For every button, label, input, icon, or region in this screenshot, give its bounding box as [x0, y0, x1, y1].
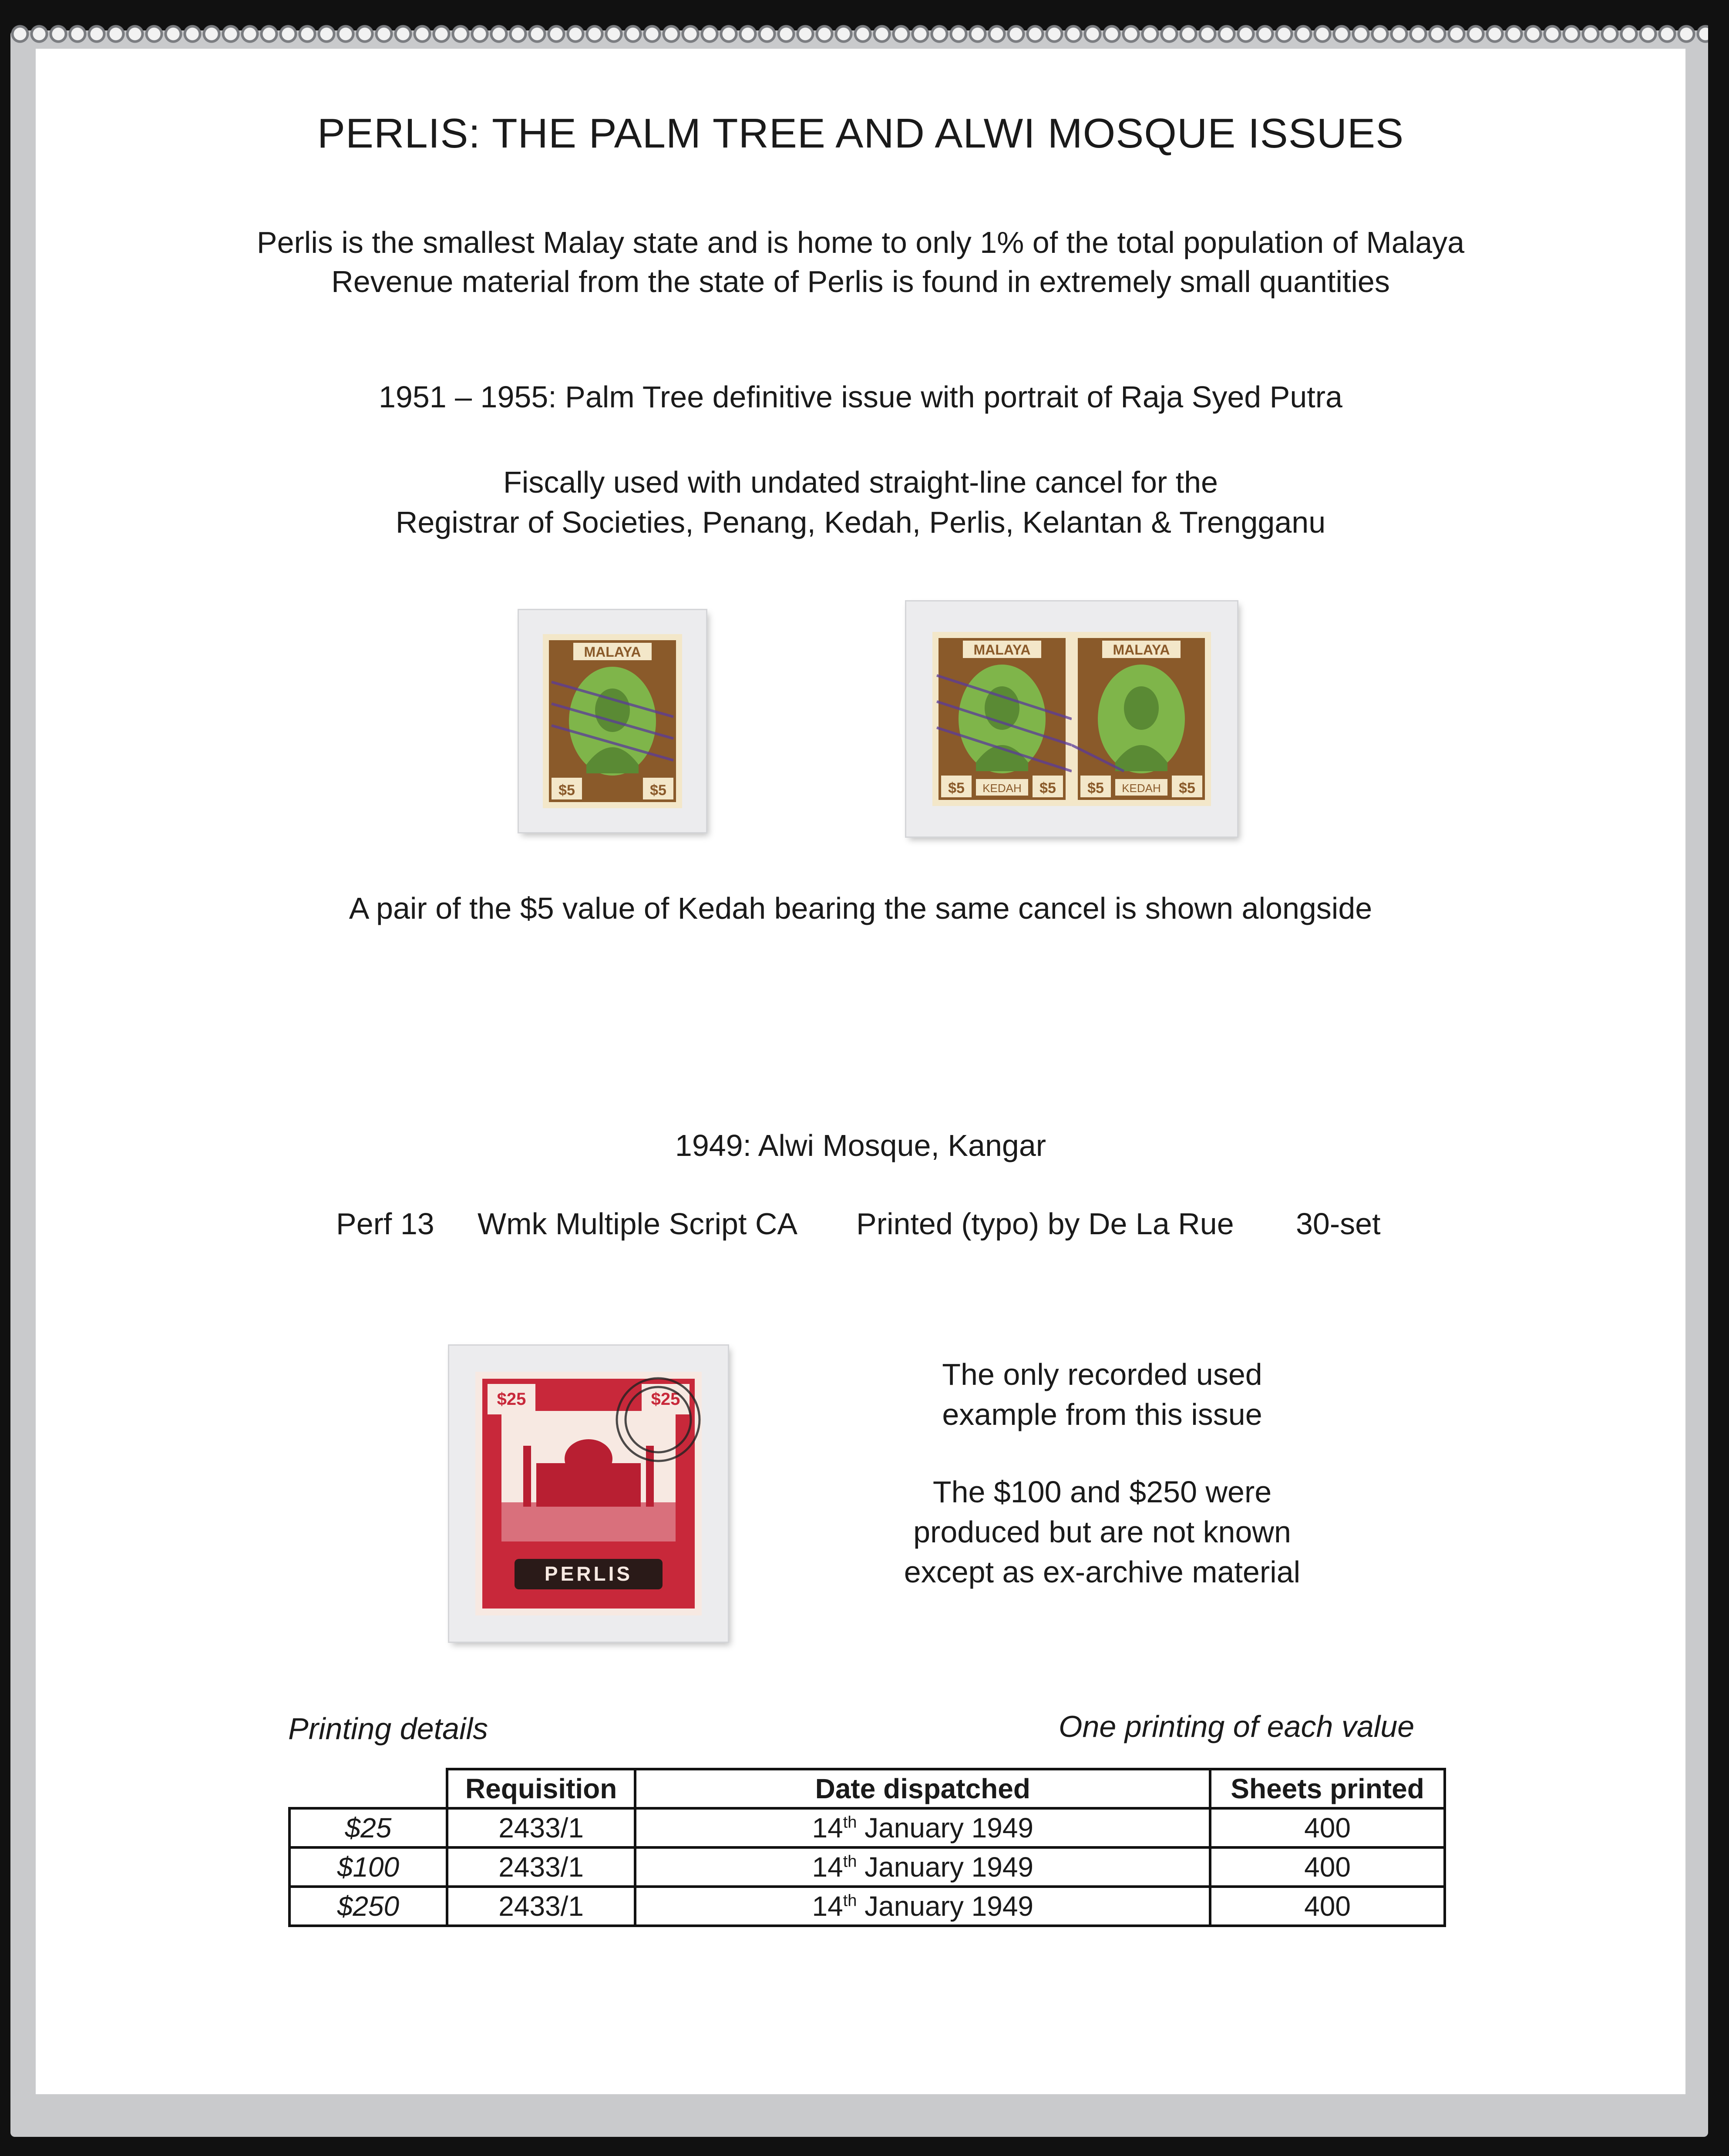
date-day: 14 — [812, 1812, 843, 1844]
note-line: The only recorded used — [942, 1357, 1262, 1391]
date-day: 14 — [812, 1891, 843, 1922]
printing-count-label: One printing of each value — [1059, 1709, 1415, 1743]
archive-note — [776, 1472, 1429, 1592]
table-header-row — [289, 1769, 1445, 1808]
stamp-mount-mosque — [449, 1346, 728, 1642]
stamp-mount-perlis — [519, 610, 706, 832]
spec-set-size: 30-set — [1296, 1207, 1381, 1241]
stamp-value: $5 — [650, 782, 666, 799]
table-cell-date — [635, 1887, 1210, 1926]
stamp-state: PERLIS — [544, 1562, 633, 1585]
perlis-5-dollar-stamp — [543, 634, 682, 808]
date-month-year: January 1949 — [864, 1851, 1034, 1883]
table-row — [289, 1808, 1445, 1847]
table-row — [289, 1847, 1445, 1887]
table-cell-sheets: 400 — [1210, 1847, 1445, 1887]
date-day: 14 — [812, 1851, 843, 1883]
intro-text — [36, 223, 1685, 301]
table-cell-value: $250 — [289, 1887, 447, 1926]
intro-line: Perlis is the smallest Malay state and is home to only 1% of the total population of Malaya — [256, 225, 1465, 259]
table-header: Sheets printed — [1210, 1769, 1445, 1808]
table-header: Date dispatched — [635, 1769, 1210, 1808]
table-cell-requisition: 2433/1 — [447, 1808, 636, 1847]
album-page — [36, 49, 1685, 2094]
table-header-blank — [289, 1769, 447, 1808]
stamp-value: $5 — [1179, 780, 1195, 796]
stamp-value: $5 — [948, 780, 965, 796]
spec-watermark: Wmk Multiple Script CA — [478, 1207, 798, 1241]
perlis-25-dollar-mosque-stamp — [475, 1372, 702, 1615]
date-month-year: January 1949 — [864, 1891, 1034, 1922]
table-cell-sheets: 400 — [1210, 1808, 1445, 1847]
kedah-pair-caption: A pair of the $5 value of Kedah bearing the same cancel is shown alongside — [349, 891, 1372, 925]
spec-perf: Perf 13 — [336, 1207, 434, 1241]
table-cell-value: $25 — [289, 1808, 447, 1847]
table-cell-value: $100 — [289, 1847, 447, 1887]
table-cell-sheets: 400 — [1210, 1887, 1445, 1926]
date-suffix: th — [843, 1852, 857, 1871]
fiscal-description — [36, 462, 1685, 542]
table-cell-date — [635, 1808, 1210, 1847]
palm-tree-heading: 1951 – 1955: Palm Tree definitive issue with portrait of Raja Syed Putra — [379, 380, 1342, 414]
stamp-label: MALAYA — [1113, 642, 1170, 658]
stamp-label: MALAYA — [584, 644, 641, 660]
date-suffix: th — [843, 1891, 857, 1910]
table-header: Requisition — [447, 1769, 636, 1808]
stamp-value: $5 — [558, 782, 575, 799]
kedah-5-dollar-stamp-left — [932, 632, 1072, 806]
fiscal-line: Fiscally used with undated straight-line cancel for the — [503, 465, 1218, 499]
used-example-note — [776, 1354, 1429, 1434]
page-title: PERLIS: THE PALM TREE AND ALWI MOSQUE ISSUES — [317, 110, 1404, 157]
table-cell-requisition: 2433/1 — [447, 1887, 636, 1926]
spec-printer: Printed (typo) by De La Rue — [856, 1207, 1234, 1241]
note-line: produced but are not known — [913, 1515, 1291, 1549]
fiscal-line: Registrar of Societies, Penang, Kedah, Perlis, Kelantan & Trengganu — [395, 505, 1326, 539]
table-cell-requisition: 2433/1 — [447, 1847, 636, 1887]
date-month-year: January 1949 — [864, 1812, 1034, 1844]
issue-specs — [36, 1206, 1685, 1246]
stamp-state: KEDAH — [982, 782, 1022, 795]
note-line: example from this issue — [942, 1397, 1262, 1431]
binder-holes — [10, 21, 1708, 47]
mosque-heading: 1949: Alwi Mosque, Kangar — [675, 1128, 1046, 1162]
note-line: except as ex-archive material — [904, 1555, 1301, 1589]
intro-line: Revenue material from the state of Perlis is found in extremely small quantities — [331, 265, 1390, 299]
date-suffix: th — [843, 1813, 857, 1832]
stamp-label: MALAYA — [973, 642, 1031, 658]
printing-table — [288, 1768, 1446, 1927]
stamp-state: KEDAH — [1122, 782, 1161, 795]
kedah-5-dollar-stamp-right — [1072, 632, 1211, 806]
table-row — [289, 1887, 1445, 1926]
note-line: The $100 and $250 were — [932, 1475, 1272, 1509]
stamp-value: $5 — [1039, 780, 1056, 796]
stamp-value: $25 — [497, 1390, 526, 1409]
stamp-mount-kedah-pair — [906, 601, 1237, 836]
table-cell-date — [635, 1847, 1210, 1887]
printing-details-label: Printing details — [288, 1712, 488, 1746]
stamp-value: $25 — [651, 1390, 680, 1409]
stamp-value: $5 — [1087, 780, 1104, 796]
